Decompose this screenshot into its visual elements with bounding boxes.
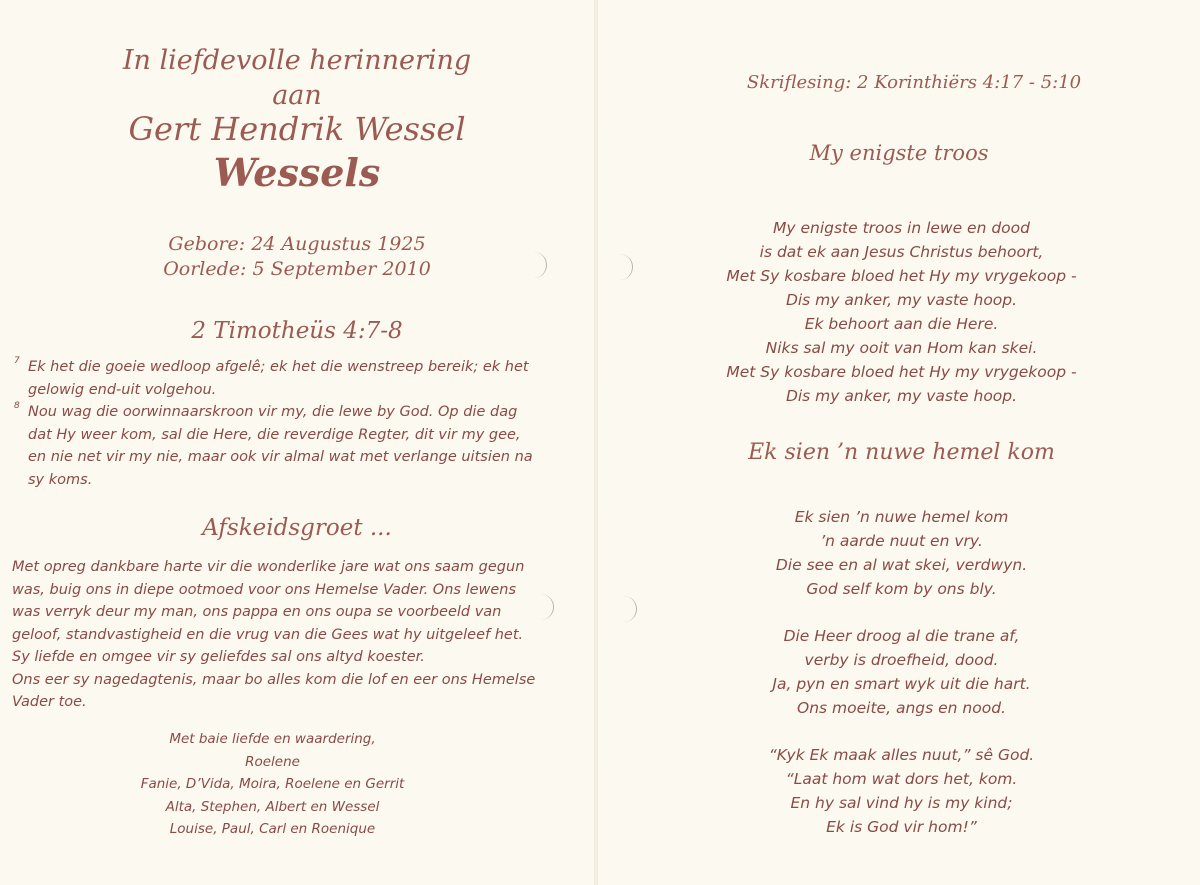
song2-title: Ek sien ’n nuwe hemel kom: [748, 440, 1055, 465]
lyric-line: My enigste troos in lewe en dood: [773, 219, 1030, 237]
song2-lyrics: [603, 505, 1200, 862]
lyric-line: Ja, pyn en smart wyk uit die hart.: [772, 675, 1031, 693]
scripture-reading: Skriflesing: 2 Korinthiërs 4:17 - 5:10: [746, 72, 1082, 93]
verse-8: [14, 401, 539, 491]
farewell-heading: Afskeidsgroet ...: [202, 515, 392, 541]
verse-7: [14, 356, 539, 401]
lyric-line: “Kyk Ek maak alles nuut,” sê God.: [768, 746, 1035, 764]
lyric-line: Ons moeite, angs en nood.: [797, 699, 1006, 717]
verse-text: Nou wag die oorwinnaarskroon vir my, die lewe by God. Op die dag dat Hy weer kom, sal die Here, die reverdige Regter, dit vir my gee, en nie net vir my nie, maar ook vir almal wat met verlange uitsien na sy koms.: [28, 404, 533, 488]
stanza: [603, 624, 1200, 720]
life-dates: [0, 232, 594, 282]
lyric-line: is dat ek aan Jesus Christus behoort,: [759, 243, 1044, 261]
lyric-line: Ek sien ’n nuwe hemel kom: [794, 508, 1009, 526]
lyric-line: Die Heer droog al die trane af,: [783, 627, 1020, 645]
lyric-line: Niks sal my ooit van Hom kan skei.: [765, 339, 1038, 357]
deceased-surname: Wessels: [213, 150, 381, 195]
right-page: [598, 0, 1200, 885]
stanza: [603, 743, 1200, 839]
signoff-line: Louise, Paul, Carl en Roenique: [169, 821, 376, 837]
farewell-text: [12, 556, 537, 714]
lyric-line: God self kom by ons bly.: [806, 580, 997, 598]
family-signoff: [0, 728, 545, 841]
memorial-heading: In liefdevolle herinnering: [122, 45, 472, 76]
left-page: [0, 0, 594, 885]
lyric-line: Dis my anker, my vaste hoop.: [785, 291, 1018, 309]
verse-number: 7: [14, 356, 20, 366]
lyric-line: “Laat hom wat dors het, kom.: [785, 770, 1018, 788]
memorial-heading-aan: aan: [272, 80, 322, 111]
lyric-line: Ek is God vir hom!”: [826, 818, 977, 836]
lyric-line: En hy sal vind hy is my kind;: [790, 794, 1013, 812]
lyric-line: Met Sy kosbare bloed het Hy my vrygekoop -: [726, 267, 1077, 285]
lyric-line: Ek behoort aan die Here.: [804, 315, 999, 333]
song1-title: My enigste troos: [809, 141, 989, 165]
signoff-line: Roelene: [245, 753, 300, 770]
death-date: Oorlede: 5 September 2010: [163, 258, 431, 280]
stanza: [603, 505, 1200, 601]
lyric-line: Dis my anker, my vaste hoop.: [785, 387, 1018, 405]
lyric-line: verby is droefheid, dood.: [804, 651, 999, 669]
signoff-line: Met baie liefde en waardering,: [169, 731, 376, 747]
lyric-line: Met Sy kosbare bloed het Hy my vrygekoop -: [726, 363, 1077, 381]
signoff-line: Alta, Stephen, Albert en Wessel: [165, 798, 380, 815]
lyric-line: Die see en al wat skei, verdwyn.: [775, 556, 1028, 574]
verse-text: Ek het die goeie wedloop afgelê; ek het die wenstreep bereik; ek het gelowig end-uit volgehou.: [28, 359, 529, 398]
scripture-verses: [14, 356, 539, 491]
birth-date: Gebore: 24 Augustus 1925: [168, 233, 426, 255]
punch-hole: [537, 594, 554, 620]
farewell-paragraph: Ons eer sy nagedagtenis, maar bo alles kom die lof en eer ons Hemelse Vader toe.: [12, 671, 536, 710]
signoff-line: Fanie, D’Vida, Moira, Roelene en Gerrit: [140, 776, 405, 792]
scripture-heading: 2 Timotheüs 4:7-8: [191, 318, 403, 344]
verse-number: 8: [14, 401, 20, 411]
lyric-line: ’n aarde nuut en vry.: [820, 532, 983, 550]
song1-lyrics: [603, 216, 1200, 408]
deceased-given-names: Gert Hendrik Wessel: [128, 110, 466, 148]
farewell-paragraph: Met opreg dankbare harte vir die wonderlike jare wat ons saam gegun was, buig ons in diepe ootmoed voor ons Hemelse Vader. Ons lewens was verryk deur my man, ons pappa en ons oupa se voorbeeld van geloof, standvastigheid en die vrug van die Gees wat hy uitgeleef het. Sy liefde en omgee vir sy geliefdes sal ons altyd koester.: [12, 559, 525, 665]
